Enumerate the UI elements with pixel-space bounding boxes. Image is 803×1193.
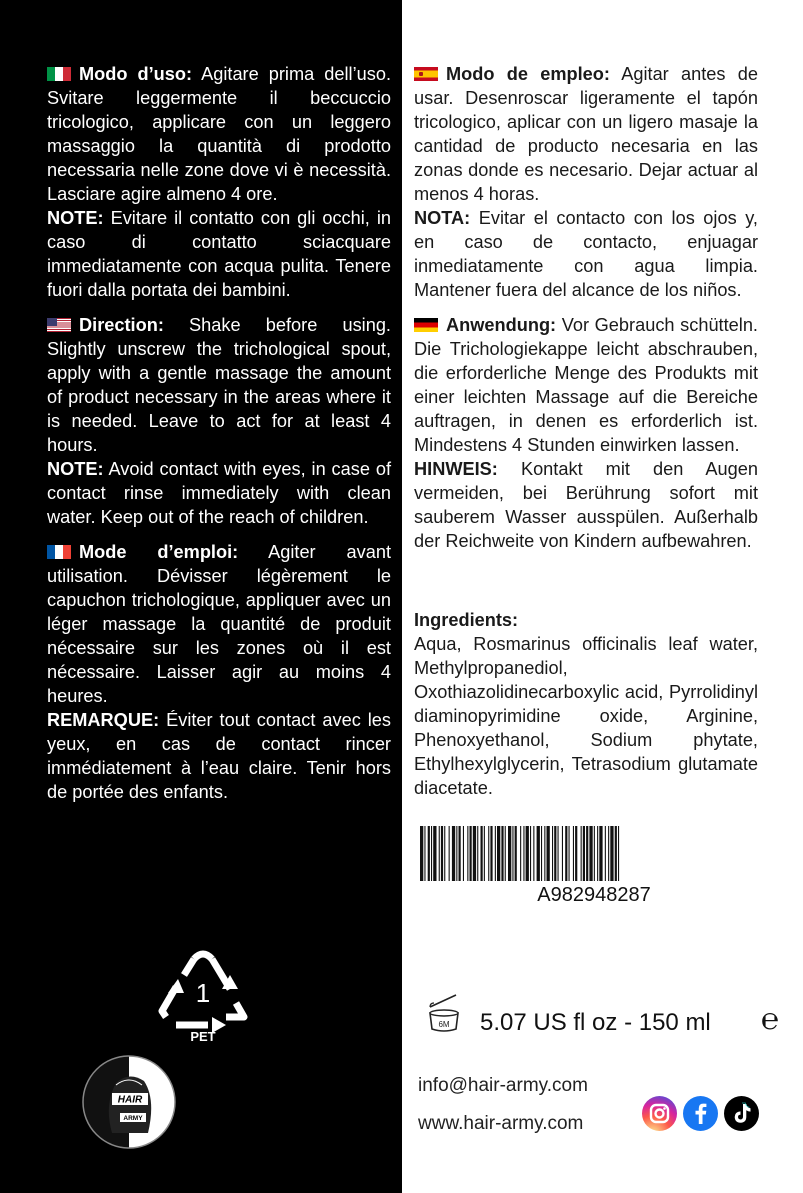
barcode-bar	[459, 826, 461, 881]
website-link[interactable]: www.hair-army.com	[418, 1113, 584, 1134]
barcode-bar	[562, 826, 563, 881]
barcode-bar	[605, 826, 606, 881]
hair-army-logo	[82, 1055, 176, 1149]
spanish-section	[414, 62, 758, 302]
barcode-bar	[615, 826, 617, 881]
barcode-bar	[558, 826, 559, 881]
facebook-icon[interactable]	[683, 1096, 718, 1131]
italy-flag-icon	[47, 67, 71, 81]
barcode-number: A982948287	[537, 884, 651, 906]
barcode-bar	[552, 826, 553, 881]
barcode-bar	[569, 826, 570, 881]
barcode-bar	[618, 826, 619, 881]
barcode-bar	[470, 826, 472, 881]
usa-flag-icon	[47, 318, 71, 332]
barcode-bar	[599, 826, 602, 881]
barcode-bar	[431, 826, 432, 881]
barcode-bar	[583, 826, 585, 881]
italian-note-text: Evitare il contatto con gli occhi, in caso di contatto sciacquare immediatamente con acqua pulita. Tenere fuori dalla portata dei bambini.	[47, 208, 391, 300]
italian-heading: Modo d’uso:	[79, 64, 193, 84]
barcode-bar	[581, 826, 582, 881]
barcode-bar	[449, 826, 450, 881]
barcode-bar	[515, 826, 517, 881]
english-text: Shake before using. Slightly unscrew the trichological spout, apply with a gentle massage the amount of product necessary in the areas where it is needed. Leave to act for at least 4 hours.	[47, 315, 391, 455]
barcode-bar	[541, 826, 542, 881]
barcode-bar	[575, 826, 577, 881]
svg-text:HAIR: HAIR	[117, 1094, 143, 1106]
barcode-bar	[565, 826, 567, 881]
barcode-bar	[477, 826, 478, 881]
france-flag-icon	[47, 545, 71, 559]
german-text: Vor Gebrauch schütteln. Die Trichologiekappe leicht abschrauben, die erforderliche Menge des Produkts mit einer leichten Massage auf die Bereiche auftragen, in denen es erforderlich ist. Mindestens 4 Stunden einwirken lassen.	[414, 315, 758, 455]
period-after-opening-icon	[426, 993, 462, 1035]
barcode-bar	[547, 826, 550, 881]
barcode-bar	[594, 826, 595, 881]
barcode-bar	[523, 826, 524, 881]
german-section	[414, 313, 758, 553]
barcode-bar	[597, 826, 598, 881]
french-text: Agiter avant utilisation. Dévisser légèrement le capuchon trichologique, appliquer avec un léger massage la quantité de produit nécessaire sur les zones où il est nécessaire. Laisser agir au moins 4 heures.	[47, 542, 392, 706]
barcode-bar	[490, 826, 492, 881]
barcode-bar	[610, 826, 613, 881]
left-instructions	[47, 62, 391, 815]
germany-flag-icon	[414, 318, 438, 332]
barcode-bar	[533, 826, 534, 881]
italian-text: Agitare prima dell’uso. Svitare leggermente il beccuccio tricologico, applicare con un leggero massaggio la quantità di prodotto necessaria nelle zone dove vi è necessità. Lasciare agire almeno 4 ore.	[47, 64, 391, 204]
barcode-bar	[544, 826, 545, 881]
barcode-bar	[441, 826, 443, 881]
french-heading: Mode d’emploi:	[79, 542, 239, 562]
barcode-bar	[428, 826, 430, 881]
barcode-bar	[424, 826, 425, 881]
recycling-code: 1	[195, 978, 211, 1008]
pao-months: 6M	[438, 1020, 450, 1029]
barcode-bar	[456, 826, 457, 881]
brand-logo-icon	[82, 1055, 176, 1149]
right-instructions	[414, 62, 758, 564]
barcode-bar	[530, 826, 531, 881]
barcode-bar	[505, 826, 506, 881]
barcode-bar	[488, 826, 489, 881]
volume-text: 5.07 US fl oz - 150 ml	[480, 1009, 711, 1036]
german-note-heading: HINWEIS:	[414, 459, 498, 479]
spanish-text: Agitar antes de usar. Desenroscar ligeramente el tapón tricologico, aplicar con un ligero masaje la cantidad de producto necesaria en las zonas donde es necesario. Dejar actuar al menos 4 horas.	[414, 64, 758, 204]
barcode-bar	[444, 826, 445, 881]
recycling-symbol	[156, 945, 250, 1045]
barcode-bar	[520, 826, 521, 881]
ingredients-section	[414, 608, 758, 800]
barcode-bar	[508, 826, 511, 881]
barcode-bar	[467, 826, 468, 881]
barcode-bar	[484, 826, 485, 881]
barcode-bar	[433, 826, 436, 881]
ingredients-heading: Ingredients:	[414, 610, 519, 630]
barcode-bar	[463, 826, 464, 881]
french-note-heading: REMARQUE:	[47, 710, 160, 730]
spanish-note-text: Evitar el contacto con los ojos y, en caso de contacto, enjuagar inmediatamente con agua limpia. Mantener fuera del alcance de los niños.	[414, 208, 758, 300]
barcode-bar	[512, 826, 513, 881]
spain-flag-icon	[414, 67, 438, 81]
barcode-bar	[608, 826, 609, 881]
barcode-bar	[481, 826, 483, 881]
german-heading: Anwendung:	[446, 315, 557, 335]
ingredients-list: Aqua, Rosmarinus officinalis leaf water, Methylpropanediol, Oxothiazolidinecarboxylic acid, Pyrrolidinyl diaminopyrimidine oxide, Arginine, Phenoxyethanol, Sodium phytate, Ethylhexylglycerin, Tetrasodium glutamate diacetate.	[414, 634, 758, 798]
barcode-bar	[586, 826, 588, 881]
german-note-text: Kontakt mit den Augen vermeiden, bei Berührung sofort mit sauberem Wasser ausspülen. Außerhalb der Reichweite von Kindern aufbewahren.	[414, 459, 758, 551]
french-note-text: Éviter tout contact avec les yeux, en cas de contact rincer immédiatement à l’eau claire. Tenir hors de portée des enfants.	[47, 710, 391, 802]
barcode	[420, 826, 768, 881]
italian-section	[47, 62, 391, 302]
barcode-bar	[537, 826, 540, 881]
barcode-bar	[573, 826, 574, 881]
barcode-bar	[497, 826, 500, 881]
english-note-text: Avoid contact with eyes, in case of contact rinse immediately with clean water. Keep out of the reach of children.	[47, 459, 391, 527]
spanish-note-heading: NOTA:	[414, 208, 471, 228]
recycling-material: PET	[190, 1029, 216, 1044]
spanish-heading: Modo de empleo:	[446, 64, 610, 84]
english-section	[47, 313, 391, 529]
estimate-mark: ℮	[761, 1003, 780, 1036]
barcode-bar	[526, 826, 529, 881]
svg-text:ARMY: ARMY	[123, 1115, 143, 1122]
instagram-icon[interactable]	[642, 1096, 677, 1131]
tiktok-icon[interactable]	[724, 1096, 759, 1131]
email-link[interactable]: info@hair-army.com	[418, 1075, 588, 1096]
barcode-bar	[473, 826, 476, 881]
english-note-heading: NOTE:	[47, 459, 104, 479]
volume-row	[426, 993, 796, 1043]
barcode-bar	[439, 826, 440, 881]
barcode-bar	[501, 826, 503, 881]
barcode-bar	[495, 826, 496, 881]
barcode-bar	[452, 826, 455, 881]
french-section	[47, 540, 391, 804]
english-heading: Direction:	[79, 315, 164, 335]
barcode-bar	[554, 826, 556, 881]
right-panel	[402, 0, 803, 1193]
barcode-bar	[420, 826, 423, 881]
barcode-bar	[589, 826, 592, 881]
italian-note-heading: NOTE:	[47, 208, 104, 228]
